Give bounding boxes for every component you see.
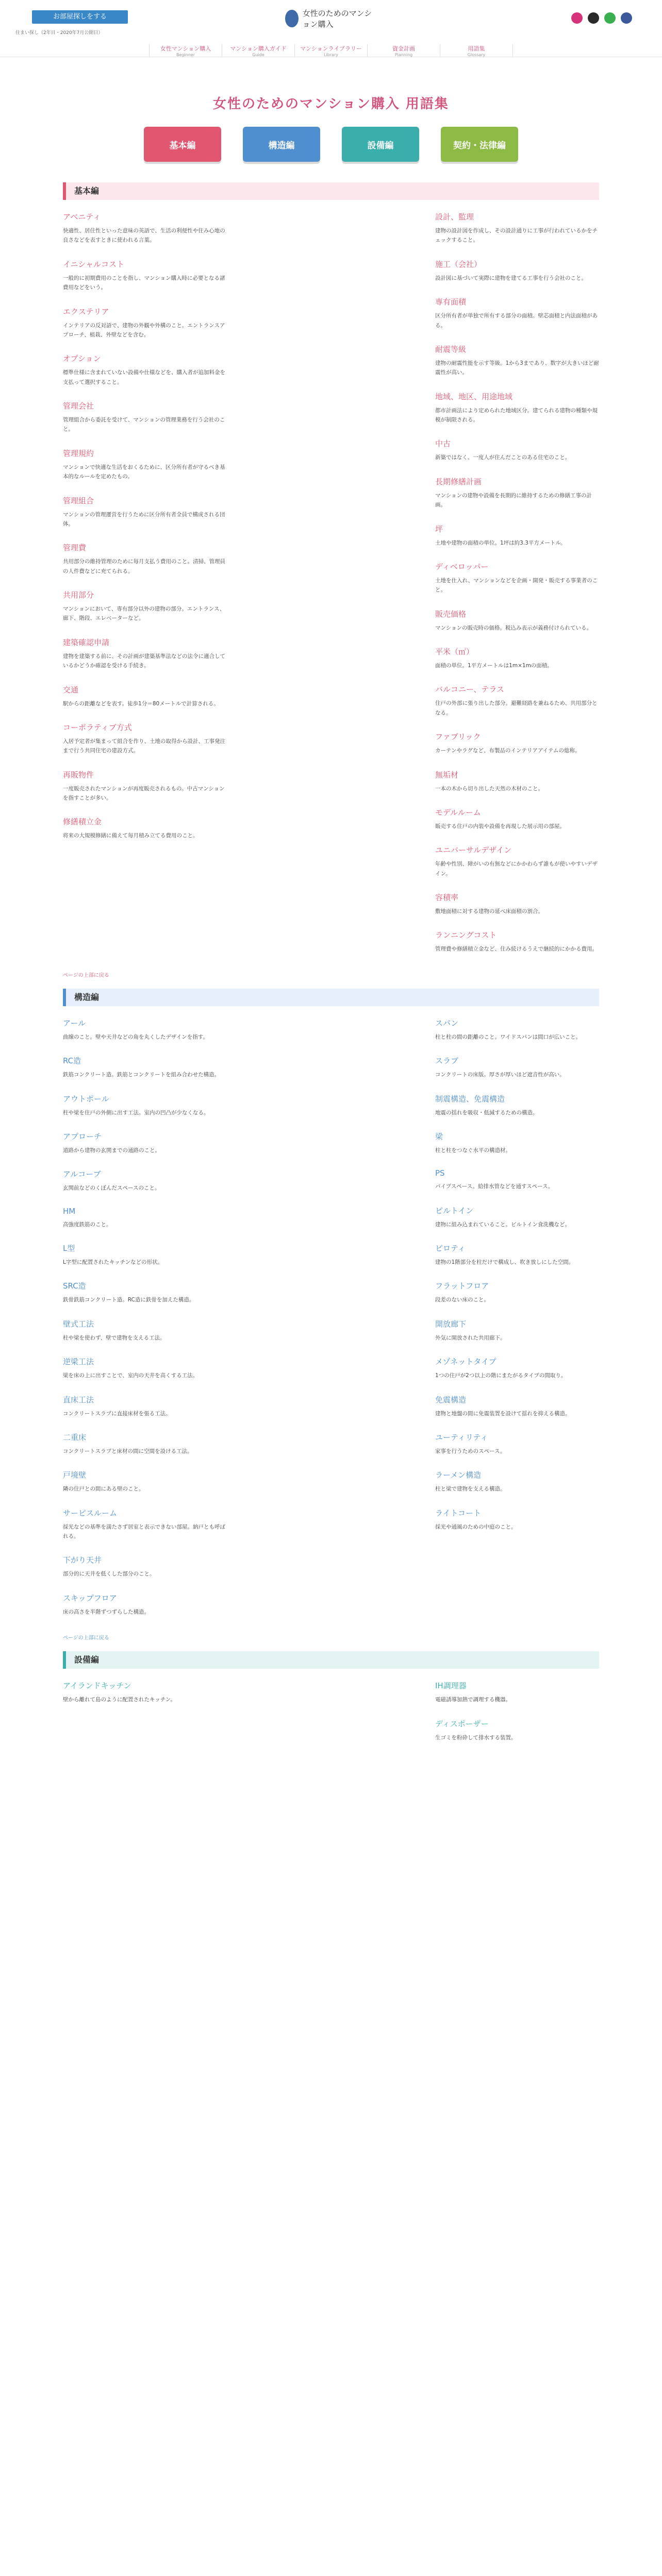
term-description: インテリアの反対語で、建物の外観や外構のこと。エントランスアプローチ、植栽、外壁などを含む。	[63, 322, 225, 338]
term-column-right	[435, 1680, 599, 1756]
term-columns	[63, 211, 599, 968]
category-button-label: 設備編	[367, 140, 394, 151]
term-title: HM	[63, 1206, 76, 1216]
glossary-term	[435, 561, 599, 595]
nav-sublabel: Library	[324, 53, 338, 57]
term-title: 交通	[63, 685, 79, 694]
site-name: 女性のためのマンション購入	[302, 9, 372, 29]
glossary-term	[435, 608, 599, 633]
term-description: 面積の単位。1平方メートルは1m×1mの面積。	[435, 663, 553, 669]
term-title: 施工（会社）	[435, 259, 482, 269]
glossary-term	[435, 1680, 599, 1704]
term-title: イニシャルコスト	[63, 259, 125, 269]
glossary-term	[435, 929, 599, 954]
term-description: コンクリートの床版。厚さが厚いほど遮音性が高い。	[435, 1072, 565, 1078]
term-title: 管理規約	[63, 448, 94, 458]
glossary-term	[435, 1507, 599, 1532]
term-description: 建物と地盤の間に免震装置を設けて揺れを抑える構造。	[435, 1410, 571, 1417]
term-description: 新築ではなく、一度人が住んだことのある住宅のこと。	[435, 454, 571, 461]
term-title: 管理会社	[63, 401, 94, 411]
term-title: IH調理器	[435, 1681, 467, 1691]
glossary-term	[63, 1207, 227, 1229]
term-description: マンションの建物や設備を長期的に維持するための修繕工事の計画。	[435, 492, 592, 509]
term-description: 柱と梁で建物を支える構造。	[435, 1486, 506, 1493]
term-description: 壁から離れて島のように配置されたキッチン。	[63, 1697, 176, 1703]
term-description: 土地を仕入れ、マンションなどを企画・開発・販売する事業者のこと。	[435, 577, 598, 594]
term-title: ピルトイン	[435, 1206, 474, 1215]
term-description: 曲線のこと。壁や天井などの角を丸くしたデザインを指す。	[63, 1033, 208, 1040]
glossary-term	[63, 353, 227, 387]
term-description: 都市計画法により定められた地域区分。建てられる建物の種類や規模が制限される。	[435, 407, 598, 423]
nav-label: 用語集	[468, 45, 485, 52]
glossary-term	[63, 1356, 227, 1380]
glossary-term	[63, 495, 227, 529]
term-title: 免震構造	[435, 1395, 467, 1404]
glossary-term	[63, 769, 227, 803]
glossary-term	[63, 1018, 227, 1042]
term-title: 逆梁工法	[63, 1357, 94, 1367]
glossary-term	[63, 637, 227, 671]
glossary-term	[435, 807, 599, 831]
term-description: 一本の木から切り出した天然の木材のこと。	[435, 785, 543, 792]
term-description: 玄関前などのくぼんだスペースのこと。	[63, 1185, 160, 1192]
term-title: 耐震等級	[435, 344, 467, 354]
nav-item[interactable]	[440, 44, 513, 57]
term-description: 入居予定者が集まって組合を作り、土地の取得から設計、工事発注まで行う共同住宅の建設方式。	[63, 738, 225, 754]
term-column-right	[435, 1018, 599, 1630]
term-title: 坪	[435, 524, 443, 534]
term-description: 一般的に初期費用のことを指し、マンション購入時に必要となる諸費用などをいう。	[63, 275, 225, 291]
term-title: PS	[435, 1168, 445, 1178]
term-description: 隣の住戸との間にある壁のこと。	[63, 1486, 144, 1493]
page-title: 女性のためのマンション購入 用語集	[213, 96, 449, 112]
term-description: 年齢や性別、障がいの有無などにかかわらず誰もが使いやすいデザイン。	[435, 861, 598, 877]
term-description: 柱や梁を使わず、壁で建物を支える工法。	[63, 1334, 166, 1341]
instagram-icon[interactable]	[571, 12, 583, 24]
nav-label: 女性マンション購入	[160, 45, 211, 52]
term-description: 採光や通風のための中庭のこと。	[435, 1523, 517, 1530]
term-title: モデルルーム	[435, 807, 481, 817]
glossary-term	[63, 1507, 227, 1541]
term-title: アイランドキッチン	[63, 1681, 131, 1691]
term-description: 1つの住戸が2つ以上の階にまたがるタイプの間取り。	[435, 1372, 567, 1379]
term-column-right	[435, 211, 599, 968]
category-button[interactable]	[342, 127, 419, 162]
term-description: 柱と柱をつなぐ水平の構造材。	[435, 1147, 511, 1154]
term-description: 管理組合から委託を受けて、マンションの管理業務を行う会社のこと。	[63, 417, 225, 433]
category-button[interactable]	[144, 127, 221, 162]
term-title: 中古	[435, 439, 451, 449]
term-title: アール	[63, 1018, 86, 1028]
term-description: 部分的に天井を低くした部分のこと。	[63, 1571, 155, 1578]
glossary-term	[63, 589, 227, 623]
nav-item[interactable]	[367, 44, 440, 57]
term-description: コンクリートスラブと床材の間に空間を設ける工法。	[63, 1448, 193, 1454]
term-title: 共用部分	[63, 590, 94, 600]
glossary-term	[63, 211, 227, 245]
social-links	[571, 12, 632, 24]
term-title: 建築確認申請	[63, 637, 110, 647]
term-title: 長期修繕計画	[435, 477, 482, 486]
term-title: 専有面積	[435, 297, 467, 307]
glossary-term	[435, 476, 599, 510]
glossary-section	[63, 989, 599, 1641]
glossary-term	[63, 1554, 227, 1579]
term-description: 家事を行うためのスペース。	[435, 1448, 506, 1454]
term-description: カーテンやラグなど、布製品のインテリアアイテムの総称。	[435, 748, 581, 754]
term-title: 管理費	[63, 543, 87, 553]
glossary-term	[435, 1280, 599, 1304]
section-header: 設備編	[63, 1651, 599, 1669]
term-description: 梁を床の上に出すことで、室内の天井を高くする工法。	[63, 1372, 198, 1379]
term-description: 電磁誘導加熱で調理する機器。	[435, 1697, 511, 1703]
glossary-term	[63, 684, 227, 708]
glossary-term	[63, 1243, 227, 1267]
term-title: SRC造	[63, 1281, 86, 1291]
term-title: 無垢材	[435, 770, 459, 779]
term-title: ユーティリティ	[435, 1432, 488, 1442]
category-button[interactable]	[243, 127, 320, 162]
term-description: L字型に配置されたキッチンなどの形状。	[63, 1259, 163, 1265]
glossary-term	[435, 344, 599, 378]
term-description: 土地や建物の面積の単位。1坪は約3.3平方メートル。	[435, 539, 566, 546]
term-title: 地域、地区、用途地域	[435, 392, 513, 401]
term-title: ユニバーサルデザイン	[435, 845, 512, 855]
term-title: 制震構造、免震構造	[435, 1094, 505, 1104]
nav-sublabel: Beginner	[176, 53, 195, 57]
category-button-label: 契約・法律編	[453, 140, 506, 151]
back-to-top-link[interactable]: ページの上部に戻る	[63, 1635, 109, 1641]
term-title: 壁式工法	[63, 1319, 94, 1329]
glossary-term	[435, 844, 599, 878]
glossary-term	[435, 684, 599, 718]
term-description: 標準仕様に含まれていない設備や仕様などを、購入者が追加料金を支払って選択すること。	[63, 369, 225, 385]
term-title: 下がり天井	[63, 1555, 102, 1565]
glossary-term	[63, 400, 227, 434]
glossary-term	[63, 448, 227, 482]
term-title: 再販物件	[63, 770, 94, 779]
term-columns	[63, 1680, 599, 1756]
glossary-term	[63, 722, 227, 756]
term-title: アプローチ	[63, 1131, 102, 1141]
term-description: 建物の1階部分を柱だけで構成し、吹き放しにした空間。	[435, 1259, 574, 1265]
glossary-term	[63, 259, 227, 293]
term-description: 段差のない床のこと。	[435, 1297, 489, 1303]
nav-label: マンション購入ガイド	[230, 45, 287, 52]
glossary-term	[435, 1469, 599, 1494]
term-title: 平米（㎡）	[435, 647, 474, 656]
line-icon[interactable]	[604, 12, 616, 24]
term-description: 生ゴミを粉砕して排水する装置。	[435, 1734, 517, 1741]
term-description: 住戸の外部に張り出した部分。避難経路を兼ねるため、共用部分となる。	[435, 700, 598, 716]
logo-mark-icon	[285, 10, 299, 27]
term-title: L型	[63, 1244, 75, 1253]
term-title: スキップフロア	[63, 1593, 117, 1603]
term-description: パイプスペース。給排水管などを通すスペース。	[435, 1183, 554, 1190]
glossary-sections	[63, 182, 599, 1756]
term-description: 外気に開放された共用廊下。	[435, 1334, 506, 1341]
main-content	[63, 93, 599, 1756]
term-title: バルコニー、テラス	[435, 685, 504, 694]
glossary-term	[63, 306, 227, 340]
category-button-label: 基本編	[169, 140, 196, 151]
term-title: スパン	[435, 1018, 459, 1028]
glossary-term	[435, 1394, 599, 1418]
glossary-term	[63, 1592, 227, 1617]
term-description: 快適性、居住性といった意味の英語で、生活の利便性や住み心地の良さなどを表すときに使われる言葉。	[63, 228, 225, 244]
glossary-term	[63, 1394, 227, 1418]
term-description: 管理費や修繕積立金など、住み続けるうえで継続的にかかる費用。	[435, 946, 598, 953]
term-description: コンクリートスラブに直接床材を張る工法。	[63, 1410, 171, 1417]
category-button-label: 構造編	[268, 140, 295, 151]
term-title: 直床工法	[63, 1395, 94, 1404]
glossary-term	[63, 1432, 227, 1456]
term-description: 採光などの基準を満たさず居室と表示できない部屋。納戸とも呼ばれる。	[63, 1523, 225, 1539]
term-title: エクステリア	[63, 307, 109, 316]
glossary-term	[435, 259, 599, 283]
term-title: 管理組合	[63, 496, 94, 505]
glossary-section	[63, 1651, 599, 1756]
term-description: 道路から建物の玄関までの通路のこと。	[63, 1147, 160, 1154]
section-header: 基本編	[63, 182, 599, 200]
term-description: 販売する住戸の内装や設備を再現した展示用の部屋。	[435, 823, 565, 829]
term-description: 一度販売されたマンションが再度販売されるもの。中古マンションを指すことが多い。	[63, 785, 225, 801]
main-nav	[0, 44, 662, 57]
term-description: 柱と柱の間の距離のこと。ワイドスパンは間口が広いこと。	[435, 1033, 582, 1040]
glossary-term	[435, 731, 599, 755]
term-description: マンションの管理運営を行うために区分所有者全員で構成される団体。	[63, 511, 225, 527]
glossary-term	[435, 1093, 599, 1117]
glossary-term	[435, 769, 599, 793]
term-description: 建物に組み込まれていること。ビルトイン食洗機など。	[435, 1221, 570, 1228]
term-description: 高強度鉄筋のこと。	[63, 1221, 112, 1228]
category-buttons	[63, 127, 599, 162]
term-description: 敷地面積に対する建物の延べ床面積の割合。	[435, 908, 543, 914]
term-title: 販売価格	[435, 609, 467, 619]
term-description: 設計図に基づいて実際に建物を建てる工事を行う会社のこと。	[435, 275, 587, 281]
glossary-section	[63, 182, 599, 978]
term-title: 戸境壁	[63, 1470, 87, 1480]
term-title: アルコーブ	[63, 1170, 101, 1179]
term-title: ディベロッパー	[435, 562, 489, 571]
term-description: 将来の大規模修繕に備えて毎月積み立てる費用のこと。	[63, 833, 198, 839]
term-title: スラブ	[435, 1056, 459, 1066]
term-title: コーポラティブ方式	[63, 722, 132, 732]
term-description: 床の高さを半階ずつずらした構造。	[63, 1608, 150, 1615]
glossary-term	[435, 1318, 599, 1343]
term-column-left	[63, 1680, 227, 1756]
glossary-term	[63, 816, 227, 840]
glossary-term	[435, 1018, 599, 1042]
glossary-term	[435, 1205, 599, 1229]
glossary-term	[63, 1093, 227, 1117]
term-title: 容積率	[435, 893, 459, 902]
find-room-button[interactable]: お部屋探しをする	[32, 10, 128, 24]
nav-sublabel: Planning	[394, 53, 413, 57]
glossary-term	[435, 1168, 599, 1191]
site-logo[interactable]	[285, 9, 378, 28]
term-columns	[63, 1018, 599, 1630]
nav-sublabel: Glossary	[467, 53, 486, 57]
term-title: ディスポーザー	[435, 1719, 489, 1728]
term-title: 二重床	[63, 1432, 87, 1442]
category-button[interactable]	[441, 127, 518, 162]
term-description: 区分所有者が単独で所有する部分の面積。壁芯面積と内法面積がある。	[435, 313, 598, 329]
glossary-term	[435, 1432, 599, 1456]
nav-item[interactable]	[149, 44, 222, 57]
glossary-term	[63, 1280, 227, 1304]
glossary-term	[435, 391, 599, 425]
term-title: ランニングコスト	[435, 930, 497, 940]
glossary-term	[435, 211, 599, 245]
site-header	[0, 0, 662, 57]
term-title: フラットフロア	[435, 1281, 489, 1291]
term-description: 共用部分の維持管理のために毎月支払う費用のこと。清掃、管理員の人件費などに充てられる。	[63, 558, 225, 574]
glossary-term	[63, 1680, 227, 1704]
term-title: アベニティ	[63, 212, 101, 222]
nav-item[interactable]	[222, 44, 294, 57]
term-title: 修繕積立金	[63, 817, 102, 827]
glossary-term	[435, 438, 599, 462]
term-description: 地震の揺れを吸収・低減するための構造。	[435, 1109, 538, 1116]
term-title: アウトポール	[63, 1094, 109, 1104]
term-title: 梁	[435, 1131, 443, 1141]
nav-label: 資金計画	[392, 45, 415, 52]
term-title: オプション	[63, 354, 101, 364]
term-description: 鉄筋コンクリート造。鉄筋とコンクリートを組み合わせた構造。	[63, 1072, 220, 1078]
header-tagline: 住まい探し（2年目・2020年7月公開日）	[15, 30, 103, 36]
facebook-icon[interactable]	[621, 12, 632, 24]
glossary-term	[435, 523, 599, 548]
term-description: マンションにおいて、専有部分以外の建物の部分。エントランス、廊下、階段、エレベーターなど。	[63, 606, 225, 622]
term-description: 建物を建築する前に、その計画が建築基準法などの法令に適合しているかどうか確認を受ける手続き。	[63, 653, 225, 669]
back-to-top-link[interactable]: ページの上部に戻る	[63, 972, 109, 978]
glossary-term	[63, 1318, 227, 1343]
term-description: 駅からの距離などを表す。徒歩1分＝80メートルで計算される。	[63, 700, 219, 707]
nav-label: マンションライブラリー	[300, 45, 362, 52]
glossary-term	[63, 1055, 227, 1079]
term-description: マンションの販売時の価格。税込み表示が義務付けられている。	[435, 624, 592, 631]
x-icon[interactable]	[588, 12, 599, 24]
glossary-term	[63, 1131, 227, 1155]
term-description: 建物の耐震性能を示す等級。1から3まであり、数字が大きいほど耐震性が高い。	[435, 360, 599, 376]
glossary-term	[435, 1055, 599, 1079]
nav-item[interactable]	[294, 44, 367, 57]
glossary-term	[435, 1131, 599, 1155]
term-title: 開放廊下	[435, 1319, 467, 1329]
glossary-term	[435, 1243, 599, 1267]
glossary-term	[63, 1469, 227, 1494]
nav-sublabel: Guide	[252, 53, 264, 57]
term-title: ラーメン構造	[435, 1470, 482, 1480]
term-title: RC造	[63, 1056, 81, 1066]
term-title: 設計、監理	[435, 212, 474, 222]
term-title: サービスルーム	[63, 1508, 118, 1518]
term-title: ライトコート	[435, 1508, 481, 1518]
glossary-term	[435, 646, 599, 670]
term-title: ピロティ	[435, 1244, 466, 1253]
glossary-term	[435, 892, 599, 916]
term-column-left	[63, 211, 227, 968]
glossary-term	[435, 1718, 599, 1742]
term-description: マンションで快適な生活をおくるために、区分所有者が守るべき基本的なルールを定めたもの。	[63, 464, 225, 480]
section-header: 構造編	[63, 989, 599, 1006]
term-title: ファブリック	[435, 732, 481, 742]
term-description: 建物の設計図を作成し、その設計通りに工事が行われているかをチェックすること。	[435, 228, 598, 244]
term-title: メゾネットタイプ	[435, 1357, 496, 1367]
glossary-term	[435, 1356, 599, 1380]
glossary-term	[63, 1168, 227, 1193]
term-description: 柱や梁を住戸の外側に出す工法。室内の凹凸が少なくなる。	[63, 1109, 209, 1116]
glossary-term	[63, 542, 227, 576]
term-description: 鉄骨鉄筋コンクリート造。RC造に鉄骨を加えた構造。	[63, 1297, 195, 1303]
term-column-left	[63, 1018, 227, 1630]
glossary-term	[435, 296, 599, 330]
